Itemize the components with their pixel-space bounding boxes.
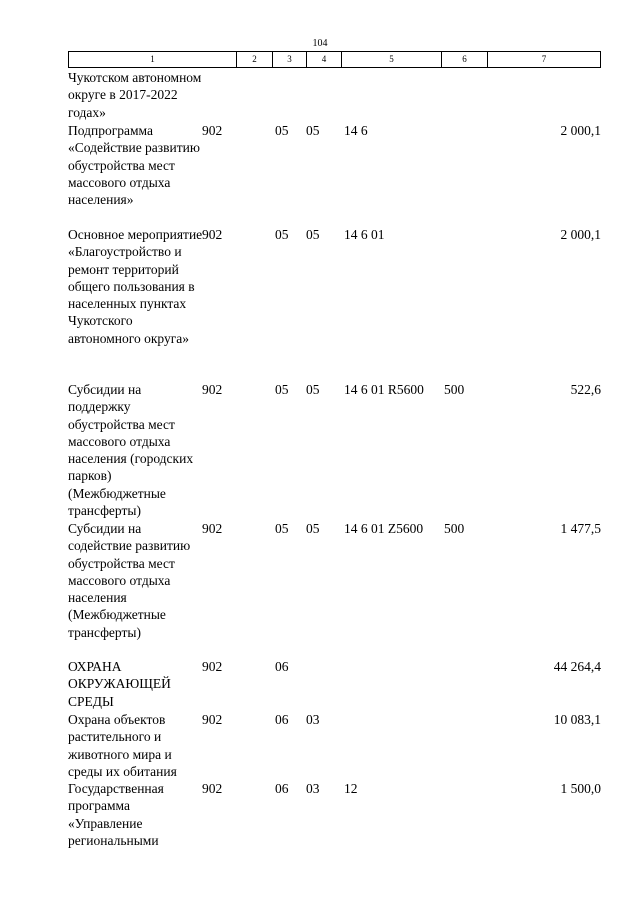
column-header-5: 5: [342, 52, 442, 67]
column-header-7: 7: [541, 54, 547, 64]
row-3-ministry: 902: [202, 382, 223, 397]
row-2-ministry: 902: [202, 227, 223, 242]
row-6-amount: 10 083,1: [553, 712, 601, 727]
row-6-name: Охрана объектов растительного и животного мира и среды их обитания: [68, 712, 177, 779]
row-4-subsection: 05: [306, 521, 320, 536]
row-1-name: Подпрограмма «Содействие развитию обустройства мест массового отдыха населения»: [68, 123, 200, 208]
row-1-ministry: 902: [202, 123, 223, 138]
column-header-1: 1: [69, 52, 237, 67]
row-3-name: Субсидии на поддержку обустройства мест массового отдыха населения (городских парков) (Межбюджетные трансферты): [68, 382, 194, 519]
column-header-6: 6: [442, 52, 488, 67]
row-4-name: Субсидии на содействие развитию обустройства мест массового отдыха населения (Межбюджетные трансферты): [68, 521, 191, 640]
row-4-ministry: 902: [202, 521, 223, 536]
row-1-target: 14 6: [344, 123, 368, 138]
row-1-subsection: 05: [306, 123, 320, 138]
row-5-name: ОХРАНА ОКРУЖАЮЩЕЙ СРЕДЫ: [68, 659, 171, 709]
row-7-ministry: 902: [202, 781, 223, 796]
row-5-ministry: 902: [202, 659, 223, 674]
column-header-2: 2: [237, 52, 273, 67]
row-3-amount: 522,6: [570, 382, 601, 397]
row-4-expense: 500: [444, 521, 465, 536]
row-0-name: Чукотском автономном округе в 2017-2022 годах»: [68, 70, 202, 120]
row-7-subsection: 03: [306, 781, 320, 796]
row-6-subsection: 03: [306, 712, 320, 727]
column-header-4: 4: [307, 52, 342, 67]
row-2-section: 05: [275, 227, 289, 242]
column-header-3: 3: [273, 52, 307, 67]
row-1-section: 05: [275, 123, 289, 138]
row-3-expense: 500: [444, 382, 465, 397]
page-number: 104: [312, 38, 328, 49]
row-7-amount: 1 500,0: [560, 781, 601, 796]
row-2-target: 14 6 01: [344, 227, 385, 242]
row-3-section: 05: [275, 382, 289, 397]
row-6-ministry: 902: [202, 712, 223, 727]
row-4-section: 05: [275, 521, 289, 536]
row-6-section: 06: [275, 712, 289, 727]
row-7-section: 06: [275, 781, 289, 796]
row-5-amount: 44 264,4: [553, 659, 601, 674]
row-4-amount: 1 477,5: [560, 521, 601, 536]
row-7-name: Государственная программа «Управление региональными: [68, 781, 164, 848]
row-2-subsection: 05: [306, 227, 320, 242]
row-2-amount: 2 000,1: [560, 227, 601, 242]
row-4-target: 14 6 01 Z5600: [344, 521, 424, 536]
column-header-row: [68, 51, 601, 68]
row-1-amount: 2 000,1: [560, 123, 601, 138]
row-3-subsection: 05: [306, 382, 320, 397]
row-5-section: 06: [275, 659, 289, 674]
row-3-target: 14 6 01 R5600: [344, 382, 424, 397]
row-2-name: Основное мероприятие «Благоустройство и ремонт территорий общего пользования в населенных пунктах Чукотского автономного округа»: [68, 227, 203, 346]
row-7-target: 12: [344, 781, 358, 796]
